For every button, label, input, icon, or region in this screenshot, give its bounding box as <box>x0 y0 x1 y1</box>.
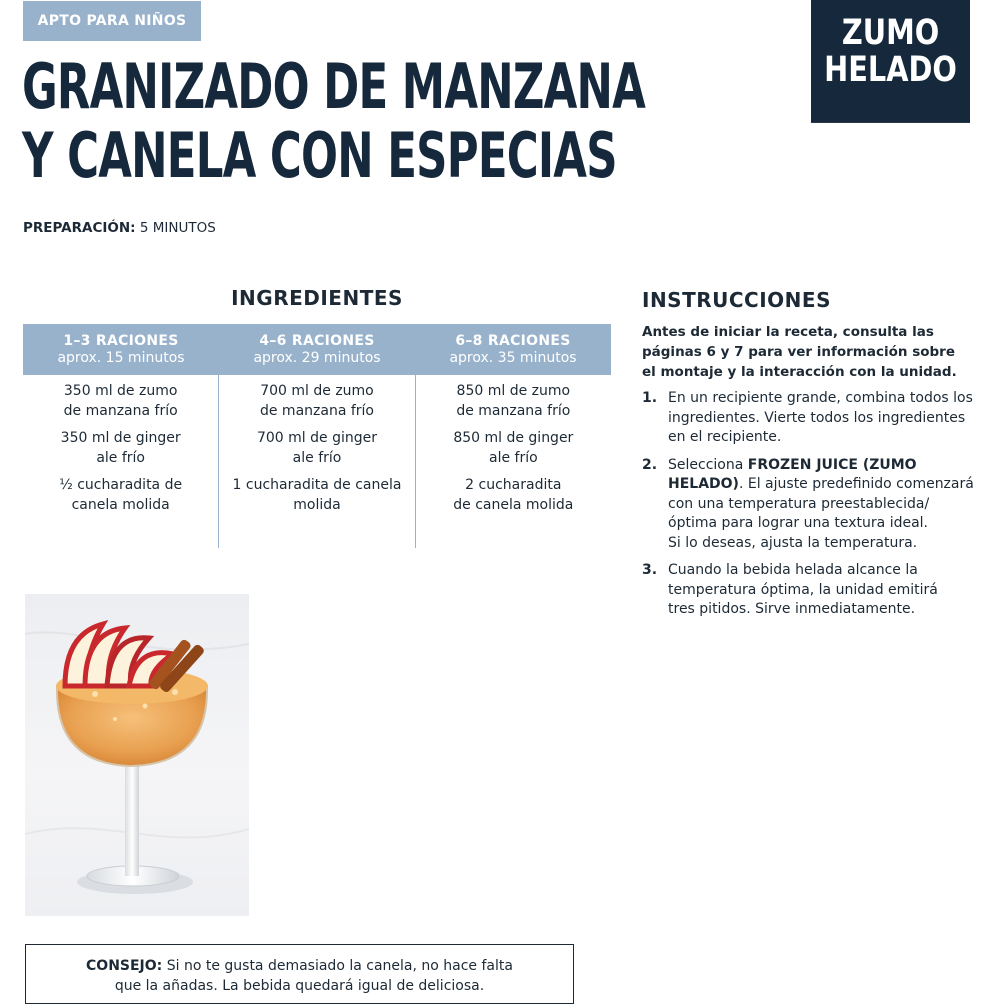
step-number: 1. <box>642 390 658 406</box>
step-1: 1. En un recipiente grande, combina todos los ingredientes. Vierte todos los ingredientes en el recipiente. <box>642 390 973 445</box>
step-number: 2. <box>642 456 658 473</box>
ingredient-item: 350 ml de zumo de manzana frío <box>63 383 178 419</box>
step-2: 2. Selecciona FROZEN JUICE (ZUMO HELADO). El ajuste predefinido comenzará con una temperatura preestablecida/ óptima para lograr una textura ideal. Si lo deseas, ajusta la temperatura. <box>642 456 974 551</box>
ingredient-item: 700 ml de ginger ale frío <box>256 430 377 466</box>
tip-label: CONSEJO: <box>86 958 163 974</box>
servings-header-2 <box>219 324 415 375</box>
instructions-heading: INSTRUCCIONES <box>642 288 831 312</box>
step-number: 3. <box>642 562 658 578</box>
ingredient-item: 1 cucharadita de canela molida <box>232 477 402 513</box>
servings-label: 6–8 RACIONES <box>455 333 571 349</box>
servings-header-1 <box>23 324 219 375</box>
prep-time <box>23 220 216 236</box>
instruction-steps <box>642 389 984 628</box>
category-tab <box>811 0 970 123</box>
ingredients-heading: INGREDIENTES <box>231 286 403 310</box>
step-3: 3. Cuando la bebida helada alcance la temperatura óptima, la unidad emitirá tres pitidos. Sirve inmediatamente. <box>642 562 938 617</box>
servings-time: aprox. 35 minutos <box>449 350 577 366</box>
title-line-2: Y CANELA CON ESPECIAS <box>22 119 617 192</box>
kid-friendly-badge: APTO PARA NIÑOS <box>23 1 201 41</box>
tip-box <box>25 944 574 1004</box>
title-line-1: GRANIZADO DE MANZANA <box>22 50 646 123</box>
ingredients-column-1 <box>23 375 218 548</box>
servings-label: 1–3 RACIONES <box>63 333 179 349</box>
ingredients-column-3 <box>415 375 611 548</box>
ingredient-item: 2 cucharadita de canela molida <box>453 477 574 513</box>
ingredient-item: 850 ml de zumo de manzana frío <box>456 383 571 419</box>
ingredients-table <box>23 324 611 548</box>
tip-text-cont: que la añadas. La bebida quedará igual de deliciosa. <box>114 978 485 994</box>
ingredients-table-header <box>23 324 611 375</box>
servings-header-3 <box>415 324 611 375</box>
program-name-cont: HELADO) <box>668 476 739 492</box>
servings-label: 4–6 RACIONES <box>259 333 375 349</box>
category-line-1: ZUMO <box>841 11 940 53</box>
ingredients-table-body <box>23 375 611 548</box>
ingredient-item: 350 ml de ginger ale frío <box>60 430 181 466</box>
recipe-title <box>22 52 645 190</box>
servings-time: aprox. 15 minutos <box>57 350 185 366</box>
ingredient-item: ½ cucharadita de canela molida <box>59 477 183 513</box>
category-line-2: HELADO <box>824 47 957 89</box>
recipe-photo <box>25 594 249 916</box>
ingredient-item: 700 ml de zumo de manzana frío <box>259 383 374 419</box>
tip-text: Si no te gusta demasiado la canela, no hace falta <box>162 958 513 974</box>
prep-label: PREPARACIÓN: <box>23 220 136 236</box>
granita-glass-illustration <box>25 594 249 916</box>
ingredient-item: 850 ml de ginger ale frío <box>453 430 574 466</box>
ingredients-column-2 <box>218 375 414 548</box>
instructions-intro: Antes de iniciar la receta, consulta las páginas 6 y 7 para ver información sobre el montaje y la interacción con la unidad. <box>642 324 957 380</box>
servings-time: aprox. 29 minutos <box>253 350 381 366</box>
program-name: FROZEN JUICE (ZUMO <box>747 456 917 473</box>
prep-value: 5 MINUTOS <box>139 220 216 236</box>
